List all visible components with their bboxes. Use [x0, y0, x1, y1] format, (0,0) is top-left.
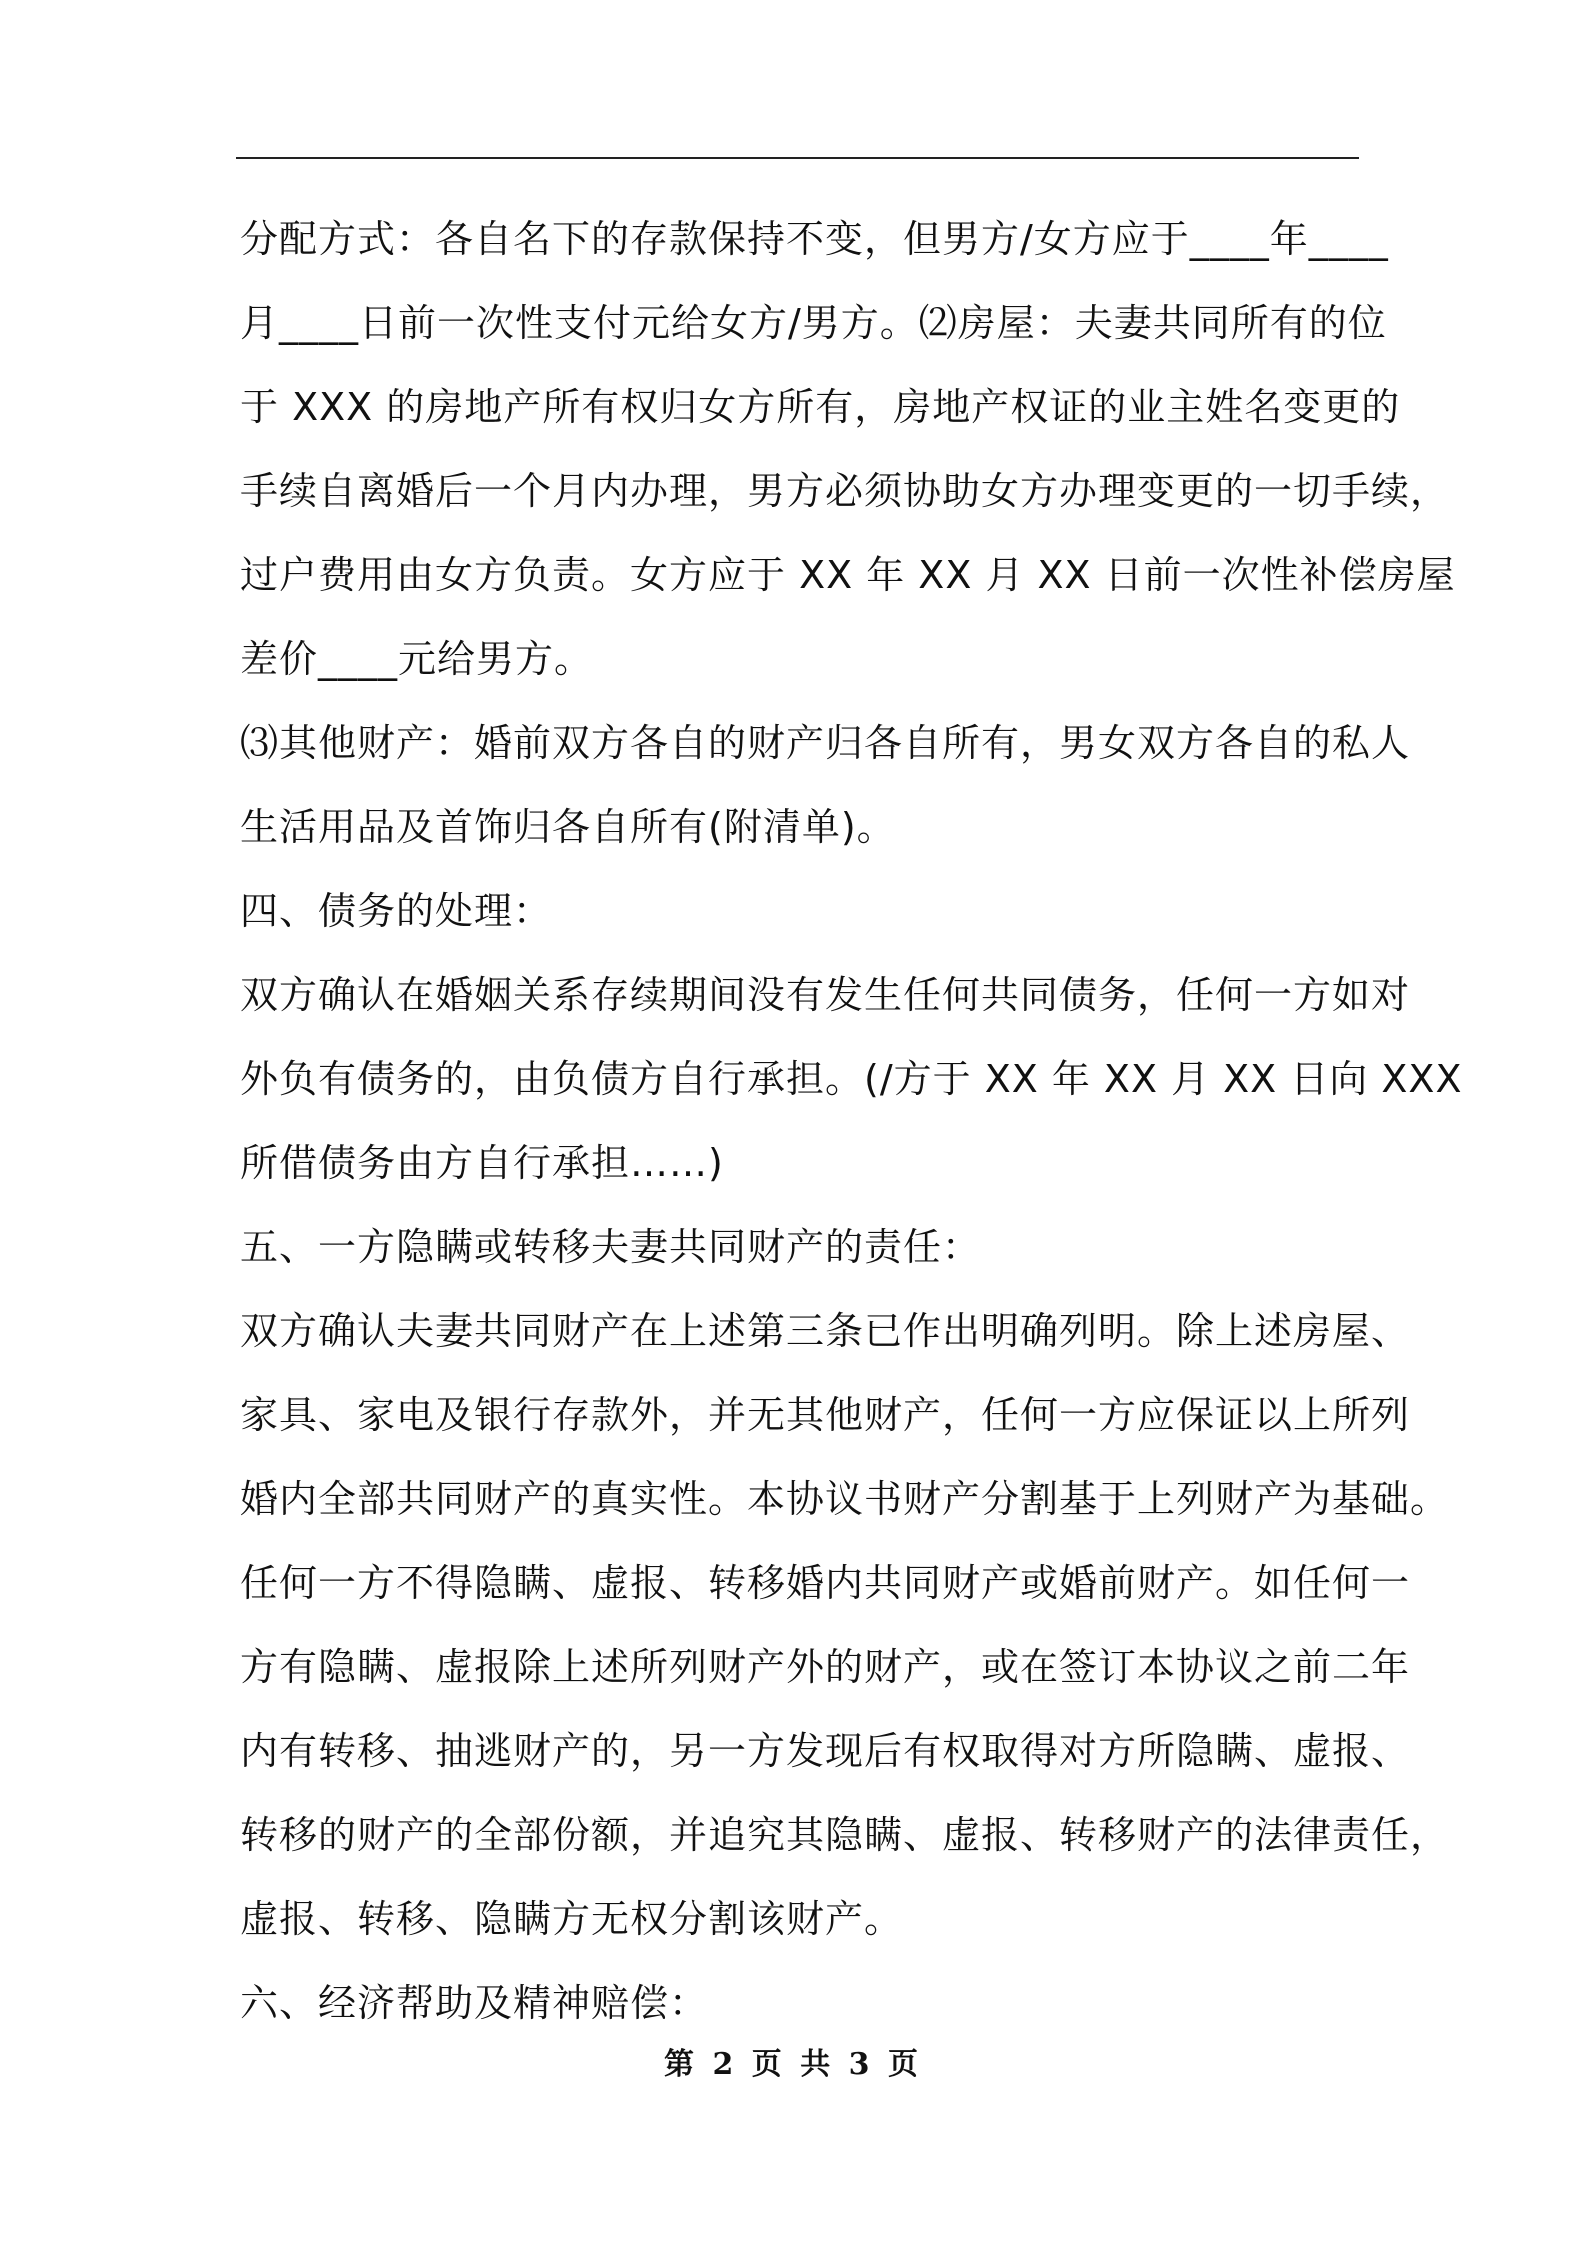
section-heading: 五、一方隐瞒或转移夫妻共同财产的责任： — [240, 1225, 982, 1269]
page-number-footer: 第 2 页 共 3 页 — [664, 2047, 922, 2082]
text-line: 家具、家电及银行存款外，并无其他财产，任何一方应保证以上所列 — [240, 1393, 1411, 1437]
text-line: ⑶其他财产：婚前双方各自的财产归各自所有，男女双方各自的私人 — [240, 721, 1411, 765]
text-line: 生活用品及首饰归各自所有(附清单)。 — [240, 805, 896, 849]
text-line: 月____日前一次性支付元给女方/男方。⑵房屋：夫妻共同所有的位 — [240, 301, 1387, 345]
text-line: 于 XXX 的房地产所有权归女方所有，房地产权证的业主姓名变更的 — [240, 385, 1401, 429]
text-line: 手续自离婚后一个月内办理，男方必须协助女方办理变更的一切手续， — [240, 469, 1450, 513]
text-line: 虚报、转移、隐瞒方无权分割该财产。 — [240, 1897, 904, 1941]
text-line: 所借债务由方自行承担……) — [240, 1141, 724, 1185]
document-body — [240, 197, 1463, 2045]
header-rule — [236, 157, 1359, 159]
text-line: 方有隐瞒、虚报除上述所列财产外的财产，或在签订本协议之前二年 — [240, 1645, 1411, 1689]
text-line: 转移的财产的全部份额，并追究其隐瞒、虚报、转移财产的法律责任， — [240, 1813, 1450, 1857]
section-heading: 六、经济帮助及精神赔偿： — [240, 1981, 709, 2025]
text-line: 双方确认在婚姻关系存续期间没有发生任何共同债务，任何一方如对 — [240, 973, 1411, 1017]
text-line: 婚内全部共同财产的真实性。本协议书财产分割基于上列财产为基础。 — [240, 1477, 1450, 1521]
text-line: 过户费用由女方负责。女方应于 XX 年 XX 月 XX 日前一次性补偿房屋 — [240, 553, 1456, 597]
text-line: 内有转移、抽逃财产的，另一方发现后有权取得对方所隐瞒、虚报、 — [240, 1729, 1411, 1773]
text-line: 分配方式：各自名下的存款保持不变，但男方/女方应于____年____ — [240, 217, 1389, 261]
text-line: 外负有债务的，由负债方自行承担。(/方于 XX 年 XX 月 XX 日向 XXX — [240, 1057, 1463, 1101]
text-line: 双方确认夫妻共同财产在上述第三条已作出明确列明。除上述房屋、 — [240, 1309, 1411, 1353]
text-line: 差价____元给男方。 — [240, 637, 594, 681]
text-line: 任何一方不得隐瞒、虚报、转移婚内共同财产或婚前财产。如任何一 — [240, 1561, 1411, 1605]
section-heading: 四、债务的处理： — [240, 889, 553, 933]
